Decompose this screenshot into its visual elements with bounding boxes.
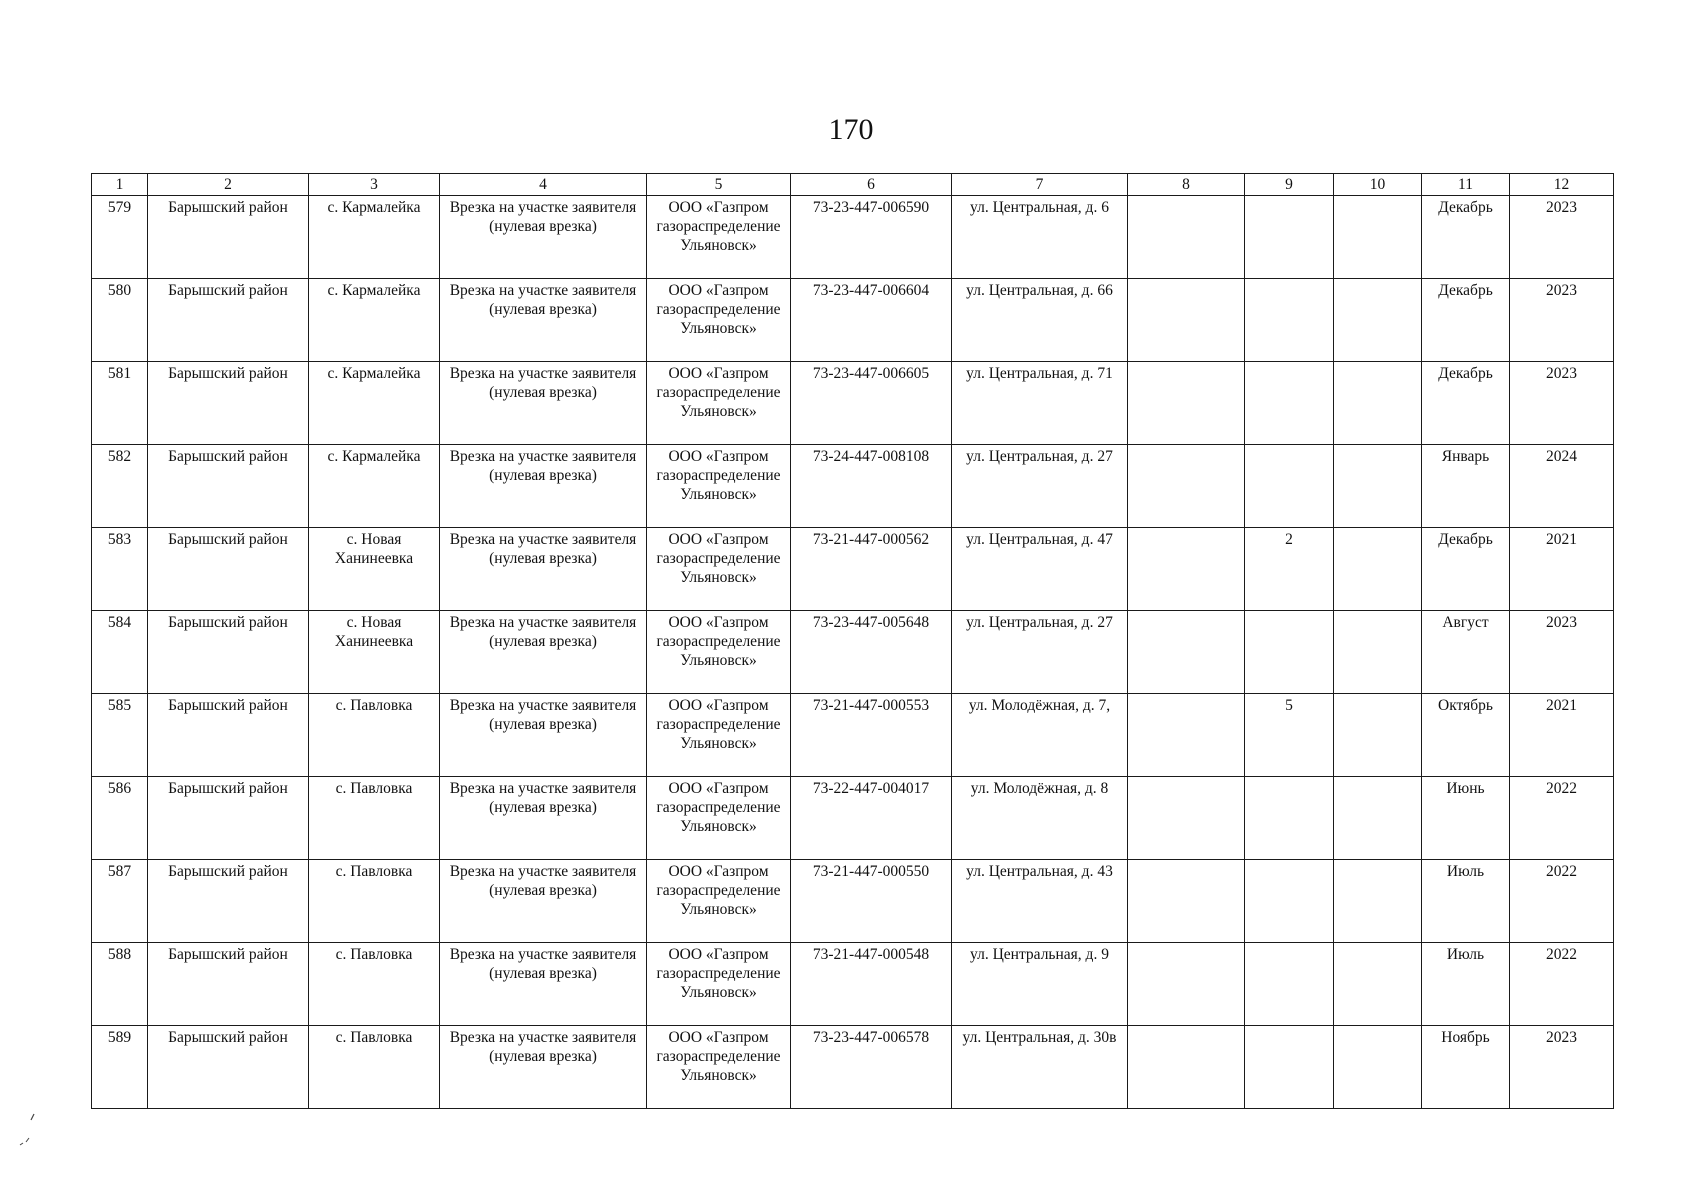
- cell-address: ул. Центральная, д. 43: [952, 860, 1128, 943]
- cell-address: ул. Молодёжная, д. 8: [952, 777, 1128, 860]
- cell-col8-value: [1128, 943, 1245, 1026]
- cell-object-code: 73-23-447-006578: [791, 1026, 952, 1109]
- cell-organization: ООО «Газпром газораспределение Ульяновск»: [647, 694, 791, 777]
- cell-locality: с. Павловка: [309, 694, 440, 777]
- cell-col10-value: [1334, 1026, 1422, 1109]
- col-header-1: 1: [92, 174, 148, 196]
- cell-month: Декабрь: [1422, 528, 1510, 611]
- cell-locality: с. Новая Ханинеевка: [309, 611, 440, 694]
- cell-address: ул. Центральная, д. 30в: [952, 1026, 1128, 1109]
- gas-connection-registry-table: [91, 173, 1614, 1109]
- page-number: 170: [828, 113, 874, 146]
- cell-district: Барышский район: [148, 196, 309, 279]
- col-header-10: 10: [1334, 174, 1422, 196]
- cell-locality: с. Павловка: [309, 860, 440, 943]
- cell-district: Барышский район: [148, 860, 309, 943]
- cell-district: Барышский район: [148, 777, 309, 860]
- cell-locality: с. Новая Ханинеевка: [309, 528, 440, 611]
- cell-locality: с. Павловка: [309, 777, 440, 860]
- cell-work-type: Врезка на участке заявителя (нулевая врезка): [440, 777, 647, 860]
- cell-col10-value: [1334, 777, 1422, 860]
- cell-organization: ООО «Газпром газораспределение Ульяновск»: [647, 943, 791, 1026]
- cell-col8-value: [1128, 777, 1245, 860]
- col-header-5: 5: [647, 174, 791, 196]
- cell-col10-value: [1334, 528, 1422, 611]
- cell-col8-value: [1128, 611, 1245, 694]
- cell-col9-value: [1245, 611, 1334, 694]
- cell-col8-value: [1128, 362, 1245, 445]
- cell-col9-value: [1245, 196, 1334, 279]
- cell-year: 2023: [1510, 279, 1614, 362]
- cell-district: Барышский район: [148, 943, 309, 1026]
- cell-object-code: 73-23-447-006604: [791, 279, 952, 362]
- cell-organization: ООО «Газпром газораспределение Ульяновск»: [647, 1026, 791, 1109]
- cell-locality: с. Павловка: [309, 943, 440, 1026]
- cell-object-code: 73-23-447-006605: [791, 362, 952, 445]
- col-header-6: 6: [791, 174, 952, 196]
- cell-month: Декабрь: [1422, 279, 1510, 362]
- cell-year: 2022: [1510, 860, 1614, 943]
- table-row: [92, 528, 1614, 611]
- cell-work-type: Врезка на участке заявителя (нулевая врезка): [440, 611, 647, 694]
- cell-col10-value: [1334, 362, 1422, 445]
- cell-col8-value: [1128, 860, 1245, 943]
- cell-work-type: Врезка на участке заявителя (нулевая врезка): [440, 279, 647, 362]
- cell-year: 2023: [1510, 362, 1614, 445]
- cell-district: Барышский район: [148, 279, 309, 362]
- table-body: [92, 196, 1614, 1109]
- cell-row-number: 588: [92, 943, 148, 1026]
- cell-organization: ООО «Газпром газораспределение Ульяновск»: [647, 196, 791, 279]
- cell-organization: ООО «Газпром газораспределение Ульяновск»: [647, 528, 791, 611]
- cell-month: Июль: [1422, 860, 1510, 943]
- cell-organization: ООО «Газпром газораспределение Ульяновск»: [647, 279, 791, 362]
- cell-col10-value: [1334, 611, 1422, 694]
- cell-col10-value: [1334, 943, 1422, 1026]
- cell-locality: с. Кармалейка: [309, 445, 440, 528]
- cell-row-number: 581: [92, 362, 148, 445]
- cell-work-type: Врезка на участке заявителя (нулевая врезка): [440, 445, 647, 528]
- cell-year: 2023: [1510, 1026, 1614, 1109]
- cell-month: Декабрь: [1422, 362, 1510, 445]
- cell-row-number: 579: [92, 196, 148, 279]
- table-row: [92, 362, 1614, 445]
- cell-object-code: 73-24-447-008108: [791, 445, 952, 528]
- cell-locality: с. Кармалейка: [309, 362, 440, 445]
- cell-month: Январь: [1422, 445, 1510, 528]
- col-header-11: 11: [1422, 174, 1510, 196]
- cell-row-number: 586: [92, 777, 148, 860]
- cell-col10-value: [1334, 694, 1422, 777]
- cell-locality: с. Кармалейка: [309, 196, 440, 279]
- cell-object-code: 73-23-447-005648: [791, 611, 952, 694]
- cell-address: ул. Центральная, д. 71: [952, 362, 1128, 445]
- table-row: [92, 943, 1614, 1026]
- cell-col9-value: [1245, 279, 1334, 362]
- col-header-9: 9: [1245, 174, 1334, 196]
- cell-address: ул. Молодёжная, д. 7,: [952, 694, 1128, 777]
- cell-month: Декабрь: [1422, 196, 1510, 279]
- col-header-7: 7: [952, 174, 1128, 196]
- cell-work-type: Врезка на участке заявителя (нулевая врезка): [440, 196, 647, 279]
- cell-col8-value: [1128, 528, 1245, 611]
- cell-address: ул. Центральная, д. 27: [952, 611, 1128, 694]
- cell-row-number: 583: [92, 528, 148, 611]
- cell-year: 2022: [1510, 943, 1614, 1026]
- cell-work-type: Врезка на участке заявителя (нулевая врезка): [440, 860, 647, 943]
- cell-organization: ООО «Газпром газораспределение Ульяновск»: [647, 362, 791, 445]
- cell-object-code: 73-21-447-000550: [791, 860, 952, 943]
- cell-month: Октябрь: [1422, 694, 1510, 777]
- cell-col9-value: [1245, 362, 1334, 445]
- header-row: [92, 174, 1614, 196]
- cell-organization: ООО «Газпром газораспределение Ульяновск»: [647, 777, 791, 860]
- cell-organization: ООО «Газпром газораспределение Ульяновск»: [647, 445, 791, 528]
- cell-col8-value: [1128, 279, 1245, 362]
- cell-col8-value: [1128, 1026, 1245, 1109]
- cell-address: ул. Центральная, д. 47: [952, 528, 1128, 611]
- cell-row-number: 585: [92, 694, 148, 777]
- table-row: [92, 279, 1614, 362]
- cell-col9-value: [1245, 445, 1334, 528]
- cell-address: ул. Центральная, д. 66: [952, 279, 1128, 362]
- cell-year: 2023: [1510, 196, 1614, 279]
- cell-col10-value: [1334, 860, 1422, 943]
- cell-district: Барышский район: [148, 694, 309, 777]
- cell-row-number: 584: [92, 611, 148, 694]
- cell-work-type: Врезка на участке заявителя (нулевая врезка): [440, 1026, 647, 1109]
- cell-year: 2021: [1510, 528, 1614, 611]
- cell-district: Барышский район: [148, 445, 309, 528]
- cell-district: Барышский район: [148, 528, 309, 611]
- cell-row-number: 580: [92, 279, 148, 362]
- scan-artifact-marks: [14, 1112, 44, 1154]
- cell-col9-value: 2: [1245, 528, 1334, 611]
- cell-district: Барышский район: [148, 611, 309, 694]
- col-header-8: 8: [1128, 174, 1245, 196]
- cell-object-code: 73-22-447-004017: [791, 777, 952, 860]
- cell-row-number: 589: [92, 1026, 148, 1109]
- cell-year: 2024: [1510, 445, 1614, 528]
- table-row: [92, 860, 1614, 943]
- cell-row-number: 582: [92, 445, 148, 528]
- cell-month: Июль: [1422, 943, 1510, 1026]
- cell-locality: с. Павловка: [309, 1026, 440, 1109]
- cell-col10-value: [1334, 196, 1422, 279]
- cell-col10-value: [1334, 445, 1422, 528]
- table-row: [92, 694, 1614, 777]
- cell-object-code: 73-21-447-000553: [791, 694, 952, 777]
- table-row: [92, 445, 1614, 528]
- cell-object-code: 73-23-447-006590: [791, 196, 952, 279]
- cell-organization: ООО «Газпром газораспределение Ульяновск»: [647, 860, 791, 943]
- table-row: [92, 777, 1614, 860]
- cell-col10-value: [1334, 279, 1422, 362]
- cell-year: 2023: [1510, 611, 1614, 694]
- cell-district: Барышский район: [148, 1026, 309, 1109]
- cell-month: Ноябрь: [1422, 1026, 1510, 1109]
- cell-col8-value: [1128, 694, 1245, 777]
- cell-row-number: 587: [92, 860, 148, 943]
- cell-col8-value: [1128, 445, 1245, 528]
- col-header-12: 12: [1510, 174, 1614, 196]
- cell-organization: ООО «Газпром газораспределение Ульяновск»: [647, 611, 791, 694]
- cell-col8-value: [1128, 196, 1245, 279]
- cell-col9-value: [1245, 1026, 1334, 1109]
- col-header-3: 3: [309, 174, 440, 196]
- cell-locality: с. Кармалейка: [309, 279, 440, 362]
- cell-col9-value: [1245, 860, 1334, 943]
- cell-object-code: 73-21-447-000548: [791, 943, 952, 1026]
- table-row: [92, 1026, 1614, 1109]
- cell-year: 2021: [1510, 694, 1614, 777]
- col-header-4: 4: [440, 174, 647, 196]
- col-header-2: 2: [148, 174, 309, 196]
- cell-address: ул. Центральная, д. 27: [952, 445, 1128, 528]
- cell-col9-value: [1245, 777, 1334, 860]
- cell-year: 2022: [1510, 777, 1614, 860]
- cell-work-type: Врезка на участке заявителя (нулевая врезка): [440, 528, 647, 611]
- cell-district: Барышский район: [148, 362, 309, 445]
- cell-col9-value: [1245, 943, 1334, 1026]
- cell-address: ул. Центральная, д. 9: [952, 943, 1128, 1026]
- table-row: [92, 611, 1614, 694]
- cell-work-type: Врезка на участке заявителя (нулевая врезка): [440, 362, 647, 445]
- cell-month: Июнь: [1422, 777, 1510, 860]
- cell-work-type: Врезка на участке заявителя (нулевая врезка): [440, 943, 647, 1026]
- cell-col9-value: 5: [1245, 694, 1334, 777]
- table-row: [92, 196, 1614, 279]
- cell-address: ул. Центральная, д. 6: [952, 196, 1128, 279]
- cell-object-code: 73-21-447-000562: [791, 528, 952, 611]
- cell-month: Август: [1422, 611, 1510, 694]
- cell-work-type: Врезка на участке заявителя (нулевая врезка): [440, 694, 647, 777]
